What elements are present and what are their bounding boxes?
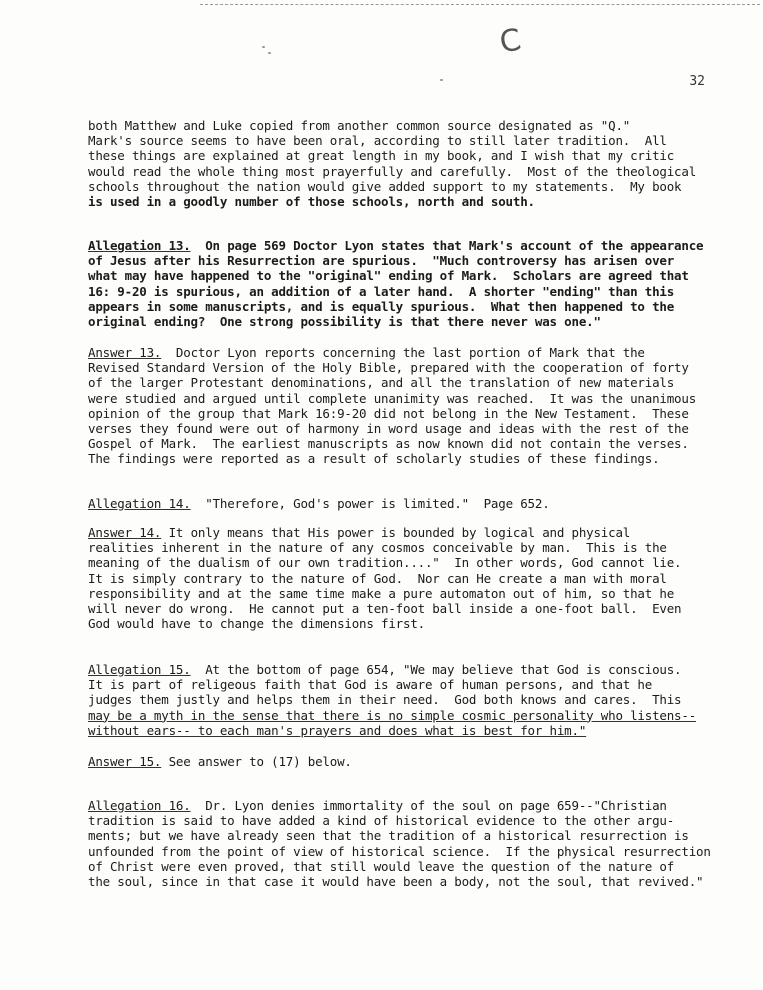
text-line: ments; but we have already seen that the tradition of a historical resurrection is bbox=[88, 828, 689, 844]
text-line: the soul, since in that case it would have been a body, not the soul, that revived." bbox=[88, 874, 704, 890]
page-number: 32 bbox=[689, 74, 705, 89]
text-line: 16: 9-20 is spurious, an addition of a later hand. A shorter "ending" than this bbox=[88, 283, 675, 299]
page-mark: C bbox=[497, 22, 524, 61]
text-line: realities inherent in the nature of any cosmos conceivable by man. This is the bbox=[88, 540, 667, 556]
text-line: On page 569 Doctor Lyon states that Mark's account of the appearance bbox=[190, 238, 704, 253]
text-line: See answer to (17) below. bbox=[161, 754, 352, 769]
allegation-14 bbox=[88, 496, 728, 511]
answer-14-label: Answer 14. bbox=[88, 525, 162, 540]
answer-13 bbox=[88, 345, 728, 467]
allegation-15 bbox=[88, 662, 728, 738]
text-line: without ears-- to each man's prayers and does what is best for him." bbox=[88, 722, 587, 738]
text-line: Mark's source seems to have been oral, according to still later tradition. All bbox=[88, 133, 667, 149]
allegation-13 bbox=[88, 238, 728, 329]
text-line: The findings were reported as a result of scholarly studies of these findings. bbox=[88, 451, 660, 467]
intro-paragraph bbox=[88, 118, 728, 209]
text-line: may be a myth in the sense that there is no simple cosmic personality who listens-- bbox=[88, 707, 697, 723]
text-line: what may have happened to the "original" ending of Mark. Scholars are agreed that bbox=[88, 268, 689, 284]
text-line: judges them justly and helps them in their need. God both knows and cares. This bbox=[88, 692, 682, 708]
allegation-14-label: Allegation 14. bbox=[88, 496, 191, 511]
text-line: It only means that His power is bounded by logical and physical bbox=[161, 525, 631, 540]
text-line: tradition is said to have added a kind of historical evidence to the other argu- bbox=[88, 813, 675, 829]
text-line: responsibility and at the same time make a pure automaton out of him, so that he bbox=[88, 585, 675, 601]
text-line: will never do wrong. He cannot put a ten-foot ball inside a one-foot ball. Even bbox=[88, 601, 682, 617]
scan-speck bbox=[440, 79, 443, 81]
text-line: schools throughout the nation would give added support to my statements. My book bbox=[88, 178, 682, 194]
text-line: is used in a goodly number of those schools, north and south. bbox=[88, 194, 535, 210]
allegation-16 bbox=[88, 798, 728, 889]
text-line: "Therefore, God's power is limited." Page 652. bbox=[190, 496, 550, 511]
text-line: Revised Standard Version of the Holy Bible, prepared with the cooperation of forty bbox=[88, 360, 689, 376]
text-line: were studied and argued until complete unanimity was reached. It was the unanimous bbox=[88, 390, 697, 406]
text-line: It is part of religeous faith that God is aware of human persons, and that he bbox=[88, 677, 653, 693]
text-line: of Jesus after his Resurrection are spurious. "Much controversy has arisen over bbox=[88, 253, 675, 269]
text-line: Doctor Lyon reports concerning the last portion of Mark that the bbox=[161, 345, 645, 360]
text-line: would read the whole thing most prayerfully and carefully. Most of the theological bbox=[88, 163, 697, 179]
text-line: these things are explained at great length in my book, and I wish that my critic bbox=[88, 148, 675, 164]
text-line: God would have to change the dimensions first. bbox=[88, 616, 425, 632]
text-line: both Matthew and Luke copied from another common source designated as "Q." bbox=[88, 118, 631, 133]
answer-14 bbox=[88, 525, 728, 631]
scan-speck bbox=[268, 52, 271, 54]
scan-top-border bbox=[200, 4, 760, 5]
text-line: At the bottom of page 654, "We may believe that God is conscious. bbox=[190, 662, 682, 677]
text-line: verses they found were out of harmony in word usage and ideas with the rest of the bbox=[88, 421, 689, 437]
text-line: It is simply contrary to the nature of God. Nor can He create a man with moral bbox=[88, 570, 667, 586]
scan-speck bbox=[262, 46, 265, 48]
allegation-13-label: Allegation 13. bbox=[88, 238, 191, 253]
text-line: meaning of the dualism of our own tradition...." In other words, God cannot lie. bbox=[88, 555, 682, 571]
text-line: unfounded from the point of view of historical science. If the physical resurrection bbox=[88, 843, 711, 859]
allegation-16-label: Allegation 16. bbox=[88, 798, 191, 813]
text-line: of Christ were even proved, that still would leave the question of the nature of bbox=[88, 858, 675, 874]
text-line: Dr. Lyon denies immortality of the soul on page 659--"Christian bbox=[190, 798, 667, 813]
text-line: of the larger Protestant denominations, and all the translation of new materials bbox=[88, 375, 675, 391]
answer-13-label: Answer 13. bbox=[88, 345, 162, 360]
answer-15-label: Answer 15. bbox=[88, 754, 162, 769]
allegation-15-label: Allegation 15. bbox=[88, 662, 191, 677]
text-line: appears in some manuscripts, and is equally spurious. What then happened to the bbox=[88, 298, 675, 314]
answer-15 bbox=[88, 754, 728, 769]
text-line: opinion of the group that Mark 16:9-20 did not belong in the New Testament. These bbox=[88, 405, 689, 421]
text-line: original ending? One strong possibility is that there never was one." bbox=[88, 314, 601, 330]
text-line: Gospel of Mark. The earliest manuscripts as now known did not contain the verses. bbox=[88, 436, 689, 452]
